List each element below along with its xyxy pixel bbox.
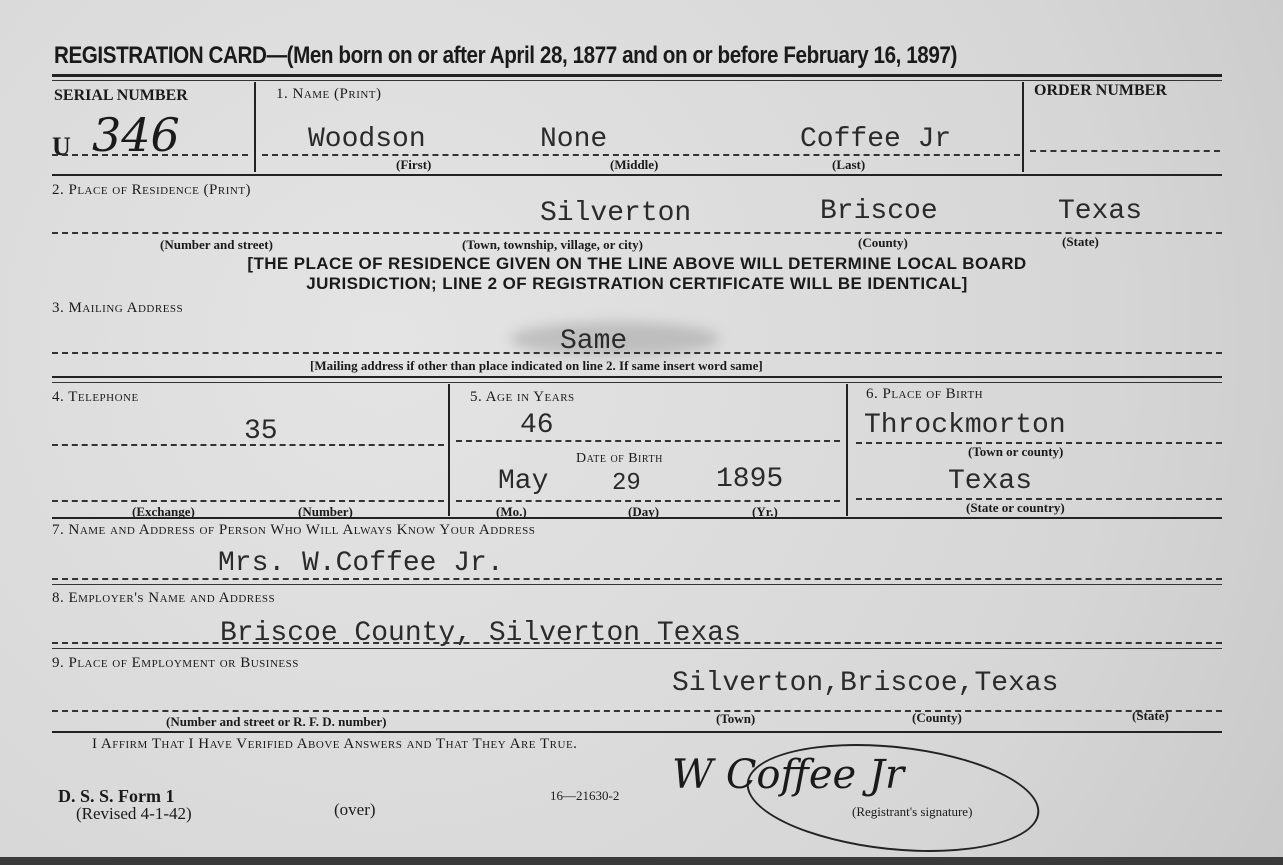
serial-number-value: 346 bbox=[92, 108, 180, 162]
mailing-label: 3. Mailing Address bbox=[52, 300, 184, 316]
residence-county-caption: (County) bbox=[858, 235, 908, 250]
top-rule-thin bbox=[52, 80, 1222, 81]
form-revised: (Revised 4-1-42) bbox=[76, 804, 192, 823]
employment-street-caption: (Number and street or R. F. D. number) bbox=[166, 714, 387, 729]
birthplace-town-caption: (Town or county) bbox=[968, 444, 1064, 459]
rule-2 bbox=[52, 376, 1222, 378]
dob-month-caption: (Mo.) bbox=[496, 504, 527, 519]
employment-place-label: 9. Place of Employment or Business bbox=[52, 655, 299, 671]
employment-town-caption: (Town) bbox=[716, 711, 756, 726]
residence-town-caption: (Town, township, village, or city) bbox=[462, 237, 643, 252]
birthplace-state: Texas bbox=[948, 466, 1033, 497]
contact-value: Mrs. W.Coffee Jr. bbox=[218, 548, 504, 579]
number-caption: (Number) bbox=[298, 504, 353, 519]
birthplace-label: 6. Place of Birth bbox=[866, 386, 984, 402]
order-number-label: ORDER NUMBER bbox=[1034, 82, 1167, 99]
residence-county: Briscoe bbox=[820, 196, 938, 227]
residence-town: Silverton bbox=[540, 198, 692, 229]
mailing-caption: [Mailing address if other than place indicated on line 2. If same insert word same] bbox=[310, 358, 763, 373]
residence-street-caption: (Number and street) bbox=[160, 237, 273, 252]
last-caption: (Last) bbox=[832, 157, 866, 172]
rule-3 bbox=[52, 517, 1222, 519]
employment-state-caption: (State) bbox=[1132, 708, 1169, 723]
phone-age-divider bbox=[448, 384, 450, 516]
rule-1 bbox=[52, 174, 1222, 176]
residence-line bbox=[52, 232, 1222, 234]
birthplace-state-caption: (State or country) bbox=[966, 500, 1065, 515]
telephone-line-2 bbox=[52, 500, 444, 502]
middle-caption: (Middle) bbox=[610, 157, 659, 172]
order-divider bbox=[1022, 82, 1024, 172]
last-name: Coffee Jr bbox=[800, 124, 952, 155]
signature-caption: (Registrant's signature) bbox=[852, 804, 973, 819]
contact-label: 7. Name and Address of Person Who Will Always Know Your Address bbox=[52, 522, 536, 538]
serial-prefix: U bbox=[52, 132, 71, 161]
serial-number-label: SERIAL NUMBER bbox=[54, 87, 188, 104]
first-caption: (First) bbox=[396, 157, 432, 172]
order-line bbox=[1030, 150, 1220, 152]
residence-label: 2. Place of Residence (Print) bbox=[52, 182, 252, 198]
telephone-number: 35 bbox=[244, 416, 278, 447]
dob-day: 29 bbox=[612, 470, 641, 497]
employment-county-caption: (County) bbox=[912, 710, 962, 725]
mailing-line bbox=[52, 352, 1222, 354]
card-title: REGISTRATION CARD—(Men born on or after April 28, 1877 and on or before February 16, 1897) bbox=[54, 42, 957, 69]
residence-state-caption: (State) bbox=[1062, 234, 1099, 249]
serial-line bbox=[52, 154, 248, 156]
exchange-caption: (Exchange) bbox=[132, 504, 195, 519]
age-label: 5. Age in Years bbox=[470, 389, 575, 405]
employer-value: Briscoe County, Silverton Texas bbox=[220, 618, 741, 649]
employment-place-value: Silverton,Briscoe,Texas bbox=[672, 668, 1059, 699]
telephone-label: 4. Telephone bbox=[52, 389, 139, 405]
dob-label: Date of Birth bbox=[576, 451, 663, 466]
name-label: 1. Name (Print) bbox=[276, 86, 382, 102]
form-name: D. S. S. Form 1 bbox=[58, 786, 175, 806]
over-note: (over) bbox=[334, 800, 376, 819]
residence-notice-line-2: JURISDICTION; LINE 2 OF REGISTRATION CERTIFICATE WILL BE IDENTICAL] bbox=[306, 274, 968, 293]
employer-line bbox=[52, 642, 1222, 644]
middle-name: None bbox=[540, 124, 608, 155]
dob-year: 1895 bbox=[716, 464, 784, 495]
serial-divider bbox=[254, 82, 256, 172]
residence-notice-line-1: [THE PLACE OF RESIDENCE GIVEN ON THE LINE ABOVE WILL DETERMINE LOCAL BOARD bbox=[247, 254, 1027, 273]
dob-day-caption: (Day) bbox=[628, 504, 660, 519]
residence-state: Texas bbox=[1058, 196, 1143, 227]
first-name: Woodson bbox=[308, 124, 426, 155]
dob-year-caption: (Yr.) bbox=[752, 504, 778, 519]
rule-2-thin bbox=[52, 382, 1222, 383]
affirmation-text: I Affirm That I Have Verified Above Answers and That They Are True. bbox=[92, 736, 578, 752]
print-code: 16—21630-2 bbox=[550, 788, 620, 803]
age-birth-divider bbox=[846, 384, 848, 516]
rule-4 bbox=[52, 584, 1222, 585]
employer-label: 8. Employer's Name and Address bbox=[52, 590, 276, 606]
rule-6 bbox=[52, 731, 1222, 733]
registrant-signature: W Coffee Jr bbox=[672, 752, 905, 798]
telephone-line-1 bbox=[52, 444, 444, 446]
birthplace-town: Throckmorton bbox=[864, 410, 1066, 441]
rule-5 bbox=[52, 648, 1222, 649]
dob-month: May bbox=[498, 466, 549, 497]
contact-line bbox=[52, 578, 1222, 580]
top-rule bbox=[52, 74, 1222, 77]
mailing-value: Same bbox=[560, 326, 628, 357]
age-value: 46 bbox=[520, 410, 554, 441]
employment-place-line bbox=[52, 710, 1222, 712]
age-line bbox=[456, 440, 840, 442]
name-line bbox=[262, 154, 1020, 156]
dob-line bbox=[456, 500, 840, 502]
